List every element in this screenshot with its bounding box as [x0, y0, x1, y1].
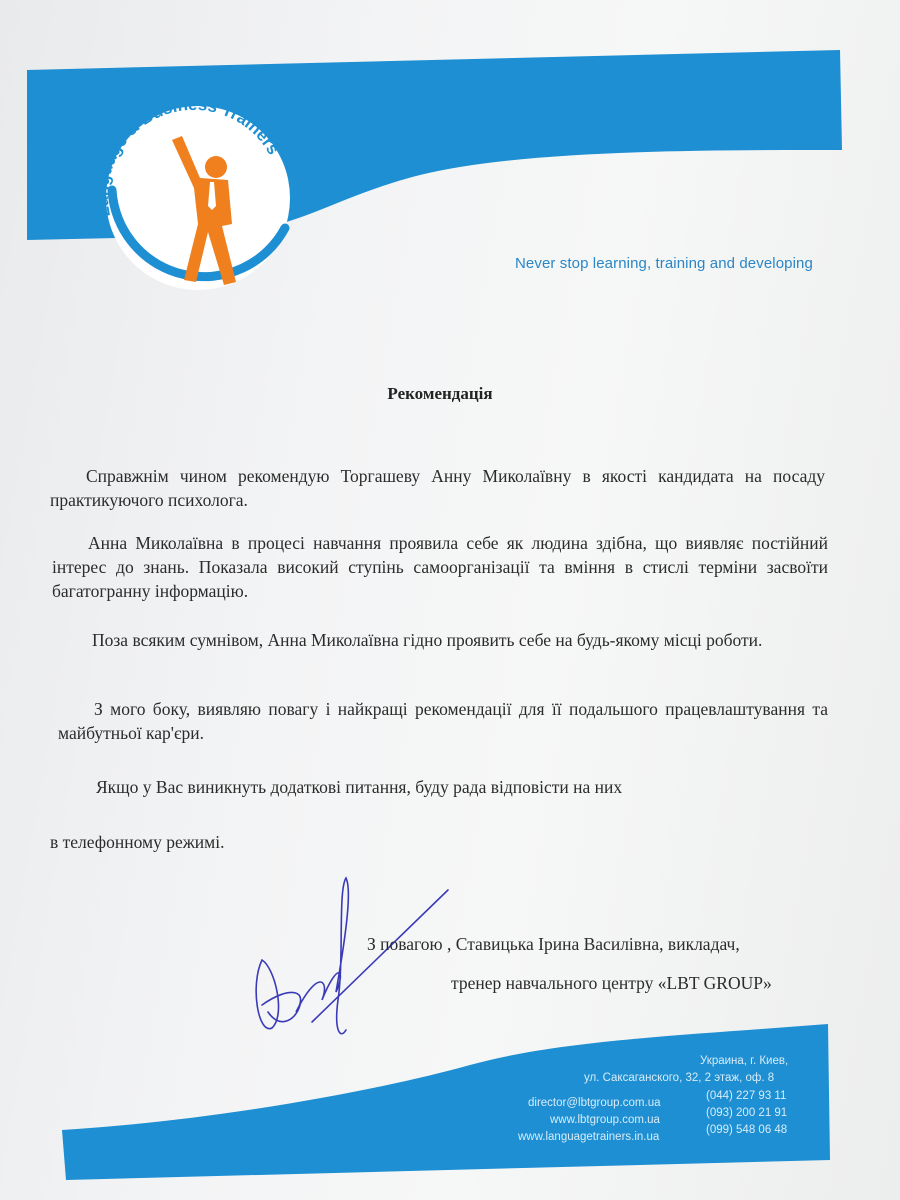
footer-phone-1: (044) 227 93 11: [706, 1090, 787, 1102]
paragraph-6: в телефонному режимі.: [50, 832, 225, 852]
paragraph-1: Справжнім чином рекомендую Торгашеву Анну Миколаївну в якості кандидата на посаду практикуючого психолога.: [50, 466, 825, 510]
handwritten-signature: [256, 878, 448, 1034]
footer-phone-3: (099) 548 06 48: [706, 1124, 788, 1136]
signature-line-2: тренер навчального центру «LBT GROUP»: [451, 973, 772, 993]
footer-phone-2: (093) 200 21 91: [706, 1107, 788, 1119]
footer-website-2: www.languagetrainers.in.ua: [518, 1131, 660, 1143]
paragraph-5: Якщо у Вас виникнуть додаткові питання, буду рада відповісти на них: [96, 777, 623, 797]
signature-line-1: З повагою , Ставицька Ірина Василівна, викладач,: [367, 934, 740, 954]
footer-city: Украина, г. Киев,: [700, 1055, 789, 1067]
footer-street: ул. Саксаганского, 32, 2 этаж, оф. 8: [584, 1072, 775, 1084]
paragraph-2: Анна Миколаївна в процесі навчання проявила себе як людина здібна, що виявляє постійний інтерес до знань. Показала високий ступінь самоорганізації та вміння в стислі терміни засвоїти багатогранну інформацію.: [52, 533, 828, 601]
tagline: Never stop learning, training and developing: [515, 255, 813, 272]
document-title: Рекомендація: [387, 384, 493, 403]
paragraph-4: З мого боку, виявляю повагу і найкращі рекомендації для її подальшого працевлаштування та майбутньої кар'єри.: [58, 699, 828, 743]
brand-name-arc: Language & Business Trainers: [92, 94, 284, 219]
paragraph-3: Поза всяким сумнівом, Анна Миколаївна гідно проявить себе на будь-якому місці роботи.: [92, 630, 763, 650]
footer-email: director@lbtgroup.com.ua: [528, 1097, 661, 1109]
footer-website-1: www.lbtgroup.com.ua: [550, 1114, 660, 1126]
